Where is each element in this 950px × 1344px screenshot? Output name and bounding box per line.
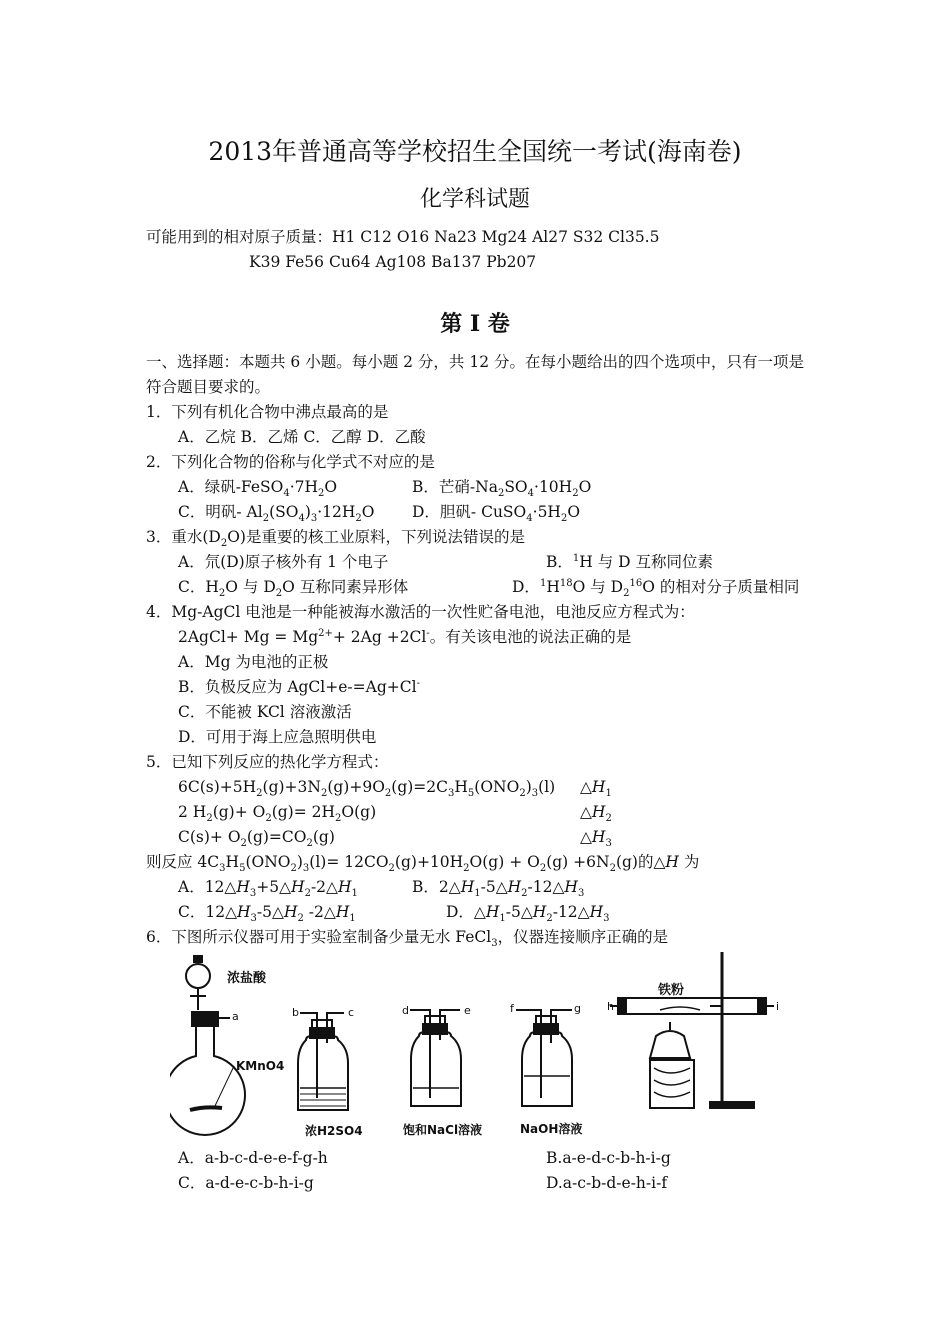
q2-option-a: A．绿矾$-FeSO_4\cdot 7H_2O$ <box>178 478 338 500</box>
label-h2so4: 浓H2SO4 <box>305 1124 363 1138</box>
round-bottom-flask <box>170 1012 245 1135</box>
q5-eq3-dh: $\triangle H_3$ <box>580 828 612 850</box>
exam-subtitle: 化学科试题 <box>419 187 530 212</box>
q4-option-d: D．可用于海上应急照明供电 <box>178 728 377 746</box>
q6-option-b: B.a-e-d-c-b-h-i-g <box>546 1149 671 1167</box>
atomic-mass-line-1: 可能用到的相对原子质量：H1 C12 O16 Na23 Mg24 Al27 S32 Cl35.5 <box>146 228 660 246</box>
q5-eq1: $6C(s)+5H_2(g)+3N_2(g)+9O_2(g)=2C_3H_5(ONO_2)_3(l)$ <box>178 778 556 800</box>
q2-option-c: C．明矾- $Al_2(SO_4)_3\cdot 12H_2O$ <box>178 503 375 525</box>
port-g: g <box>574 1002 581 1015</box>
q3-option-c: C．$H_2O$ 与 $D_2O$ 互称同素异形体 <box>178 578 409 600</box>
q1-stem: 1．下列有机化合物中沸点最高的是 <box>146 403 389 421</box>
port-b: b <box>292 1006 299 1019</box>
q5-option-b: B．$2\triangle H_1-5\triangle H_2-12\triangle H_3$ <box>412 878 585 900</box>
q6-stem: 6．下图所示仪器可用于实验室制备少量无水 FeCl$_3$，仪器连接顺序正确的是 <box>146 928 669 950</box>
q4-option-a: A．Mg 为电池的正极 <box>178 653 329 671</box>
label-hcl: 浓盐酸 <box>227 971 267 986</box>
apparatus-figure <box>170 948 790 1143</box>
q6-option-c: C．a-d-e-c-b-h-i-g <box>178 1174 314 1192</box>
q4-option-b: B．负极反应为 AgCl+e-=Ag+Cl- <box>178 677 420 696</box>
q6-option-d: D.a-c-b-d-e-h-i-f <box>546 1174 668 1192</box>
q5-eq2: 2 $H_2(g)+ O_2(g)= 2H_2O(g)$ <box>178 803 377 825</box>
q4-stem: 4．Mg-AgCl 电池是一种能被海水激活的一次性贮备电池，电池反应方程式为： <box>146 603 695 621</box>
label-nacl: 饱和NaCl溶液 <box>403 1123 483 1137</box>
q5-option-d: D．$\triangle H_1-5\triangle H_2-12\triangle H_3$ <box>446 903 610 925</box>
q3-stem: 3．重水$(D_2O)$是重要的核工业原料，下列说法错误的是 <box>146 528 525 550</box>
q5-eq1-dh: $\triangle H_1$ <box>580 778 612 800</box>
q5-option-a: A．$12\triangle H_3+5\triangle H_2-2\triangle H_1$ <box>178 878 358 900</box>
wash-bottle-h2so4 <box>298 1013 348 1110</box>
retort-stand <box>710 952 754 1108</box>
q5-option-c: C．$12\triangle H_3-5\triangle H_2$ $-2\triangle H_1$ <box>178 903 356 925</box>
q4-option-c: C．不能被 KCl 溶液激活 <box>178 703 352 721</box>
q3-option-a: A．氘(D)原子核外有 1 个电子 <box>178 553 389 571</box>
label-fe: 铁粉 <box>658 983 685 998</box>
wash-bottle-naoh <box>516 1010 572 1106</box>
q4-equation: 2AgCl+ $Mg = Mg^{2+}+ 2Ag +2Cl^-$。有关该电池的说法正确的是 <box>178 627 632 646</box>
combustion-tube <box>610 998 774 1014</box>
q5-ask: 则反应 $4C_3H_5(ONO_2)_3(l)= 12CO_2(g)+10H_2O(g) + O_2(g) +6N_2(g)$的△H 为 <box>146 853 700 875</box>
q2-option-d: D．胆矾- $CuSO_4\cdot 5H_2O$ <box>412 503 581 525</box>
port-e: e <box>464 1004 471 1017</box>
wash-bottle-nacl <box>410 1010 461 1106</box>
label-kmno4: KMnO4 <box>236 1059 285 1073</box>
instructions-line-2: 符合题目要求的。 <box>146 378 271 396</box>
separatory-funnel <box>186 956 210 1010</box>
alcohol-lamp <box>650 1022 694 1108</box>
atomic-mass-line-2: K39 Fe56 Cu64 Ag108 Ba137 Pb207 <box>249 253 537 271</box>
q2-option-b: B．芒硝$-Na_2SO_4\cdot 10H_2O$ <box>412 478 592 500</box>
port-h: h <box>607 1000 614 1013</box>
port-i: i <box>776 1000 780 1013</box>
q6-option-a: A．a-b-c-d-e-e-f-g-h <box>178 1149 328 1167</box>
port-a: a <box>232 1010 239 1023</box>
q1-options: A．乙烷 B．乙烯 C．乙醇 D．乙酸 <box>178 428 426 446</box>
q5-stem: 5．已知下列反应的热化学方程式： <box>146 753 389 771</box>
port-c: c <box>348 1006 355 1019</box>
exam-title: 2013年普通高等学校招生全国统一考试(海南卷) <box>208 137 742 166</box>
port-f: f <box>510 1002 514 1015</box>
instructions-line-1: 一、选择题：本题共 6 小题。每小题 2 分，共 12 分。在每小题给出的四个选项中，只有一项是 <box>146 353 805 371</box>
port-d: d <box>402 1004 409 1017</box>
q5-eq3: $C(s)+ O_2(g)=CO_2(g)$ <box>178 828 335 850</box>
q3-option-b: B．$^1$H 与 D 互称同位素 <box>546 552 713 571</box>
q3-option-d: D．$^1H^{18}O$ 与 $D_2^{16}O$ 的相对分子质量相同 <box>512 577 800 600</box>
section-title: 第 I 卷 <box>440 311 510 337</box>
q2-stem: 2．下列化合物的俗称与化学式不对应的是 <box>146 453 435 471</box>
label-naoh: NaOH溶液 <box>520 1122 583 1136</box>
q5-eq2-dh: $\triangle H_2$ <box>580 803 612 825</box>
